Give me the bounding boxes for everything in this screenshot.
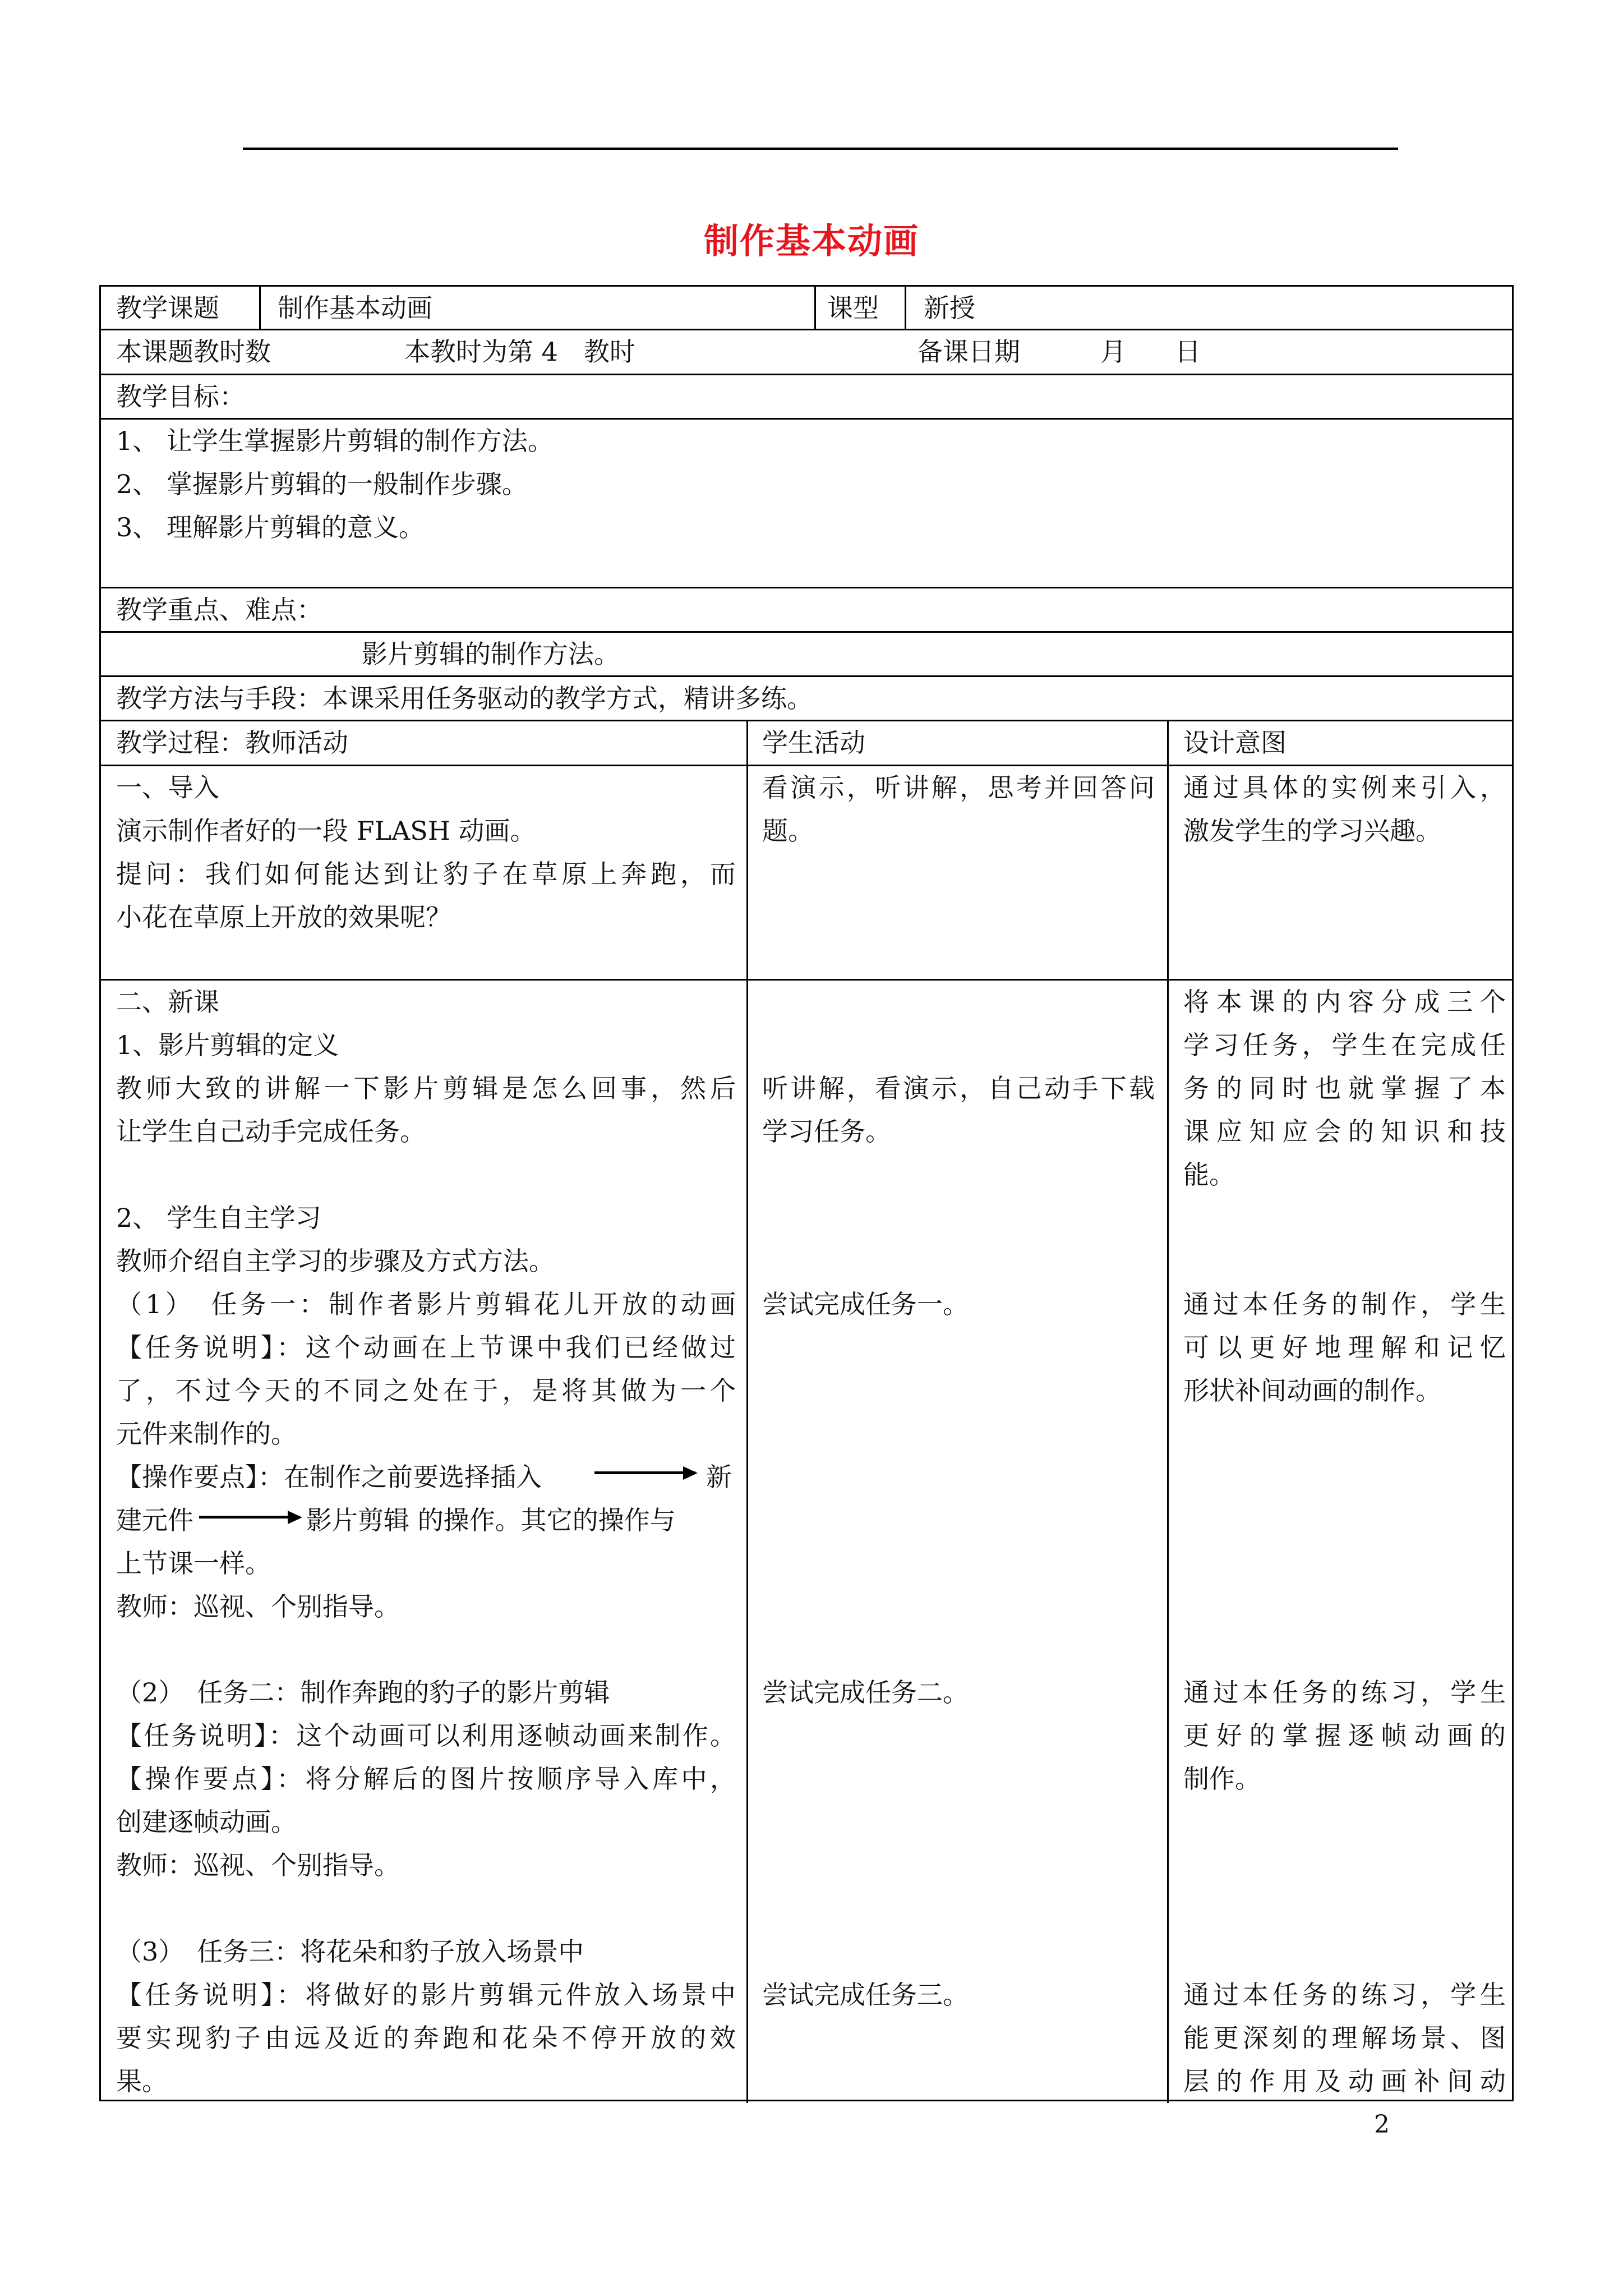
text-line: 务的同时也就掌握了本 [1183,1073,1506,1103]
task1-teacher-end [116,1542,400,1628]
text-line: 【操作要点】：将分解后的图片按顺序导入库中， [116,1764,736,1794]
task2-student-activity: 尝试完成任务二。 [762,1677,969,1708]
text-line: 演示制作者好的一段 FLASH 动画。 [116,816,536,846]
text-line: 学习任务。 [762,1116,891,1147]
objective-item: 2、 掌握影片剪辑的一般制作步骤。 [116,469,528,499]
operation-key-points-1: 【操作要点】：在制作之前要选择插入 [116,1462,542,1492]
task1-design-intent [1183,1283,1506,1412]
text-line: 激发学生的学习兴趣。 [1183,816,1441,846]
task2-design-intent [1183,1671,1506,1801]
text-line: 通过本任务的制作，学生 [1183,1289,1506,1319]
lesson-type-value: 新授 [924,293,975,323]
lesson-type-label: 课型 [827,293,879,323]
text-line: 听讲解，看演示，自己动手下载 [762,1073,1155,1103]
text-line: 了，不过今天的不同之处在于，是将其做为一个 [116,1375,736,1406]
subject-value: 制作基本动画 [278,293,432,323]
text-line: 元件来制作的。 [116,1419,297,1449]
text-line: 教师大致的讲解一下影片剪辑是怎么回事，然后 [116,1073,736,1103]
text-line: 【任务说明】：这个动画在上节课中我们已经做过 [116,1332,736,1363]
text-line: 小花在草原上开放的效果呢？ [116,902,451,932]
text-line: 通过本任务的练习，学生 [1183,1677,1506,1708]
new-lesson-teacher-intro [116,981,736,1153]
text-line: 【任务说明】：这个动画可以利用逐帧动画来制作。 [116,1720,736,1751]
intro-student-activity [762,766,1155,853]
objectives-list [116,420,554,549]
objectives-heading: 教学目标： [116,381,245,412]
task3-student-activity: 尝试完成任务三。 [762,1980,969,2010]
text-line: 能。 [1183,1159,1235,1190]
teacher-activity-header: 教学过程：教师活动 [116,728,348,758]
text-line: 教师：巡视、个别指导。 [116,1850,400,1880]
column-divider [746,720,748,2103]
operation-key-points-2-end: 影片剪辑 的操作。其它的操作与 [306,1505,676,1535]
operation-key-points-2: 建元件 [116,1505,193,1535]
text-line: 2、 学生自主学习 [116,1203,321,1233]
text-line: 层的作用及动画补间动 [1183,2066,1506,2096]
lesson-plan-table [99,285,1514,2101]
column-divider [814,287,816,329]
subject-label: 教学课题 [116,293,219,323]
task1-student-activity: 尝试完成任务一。 [762,1289,969,1319]
text-line: 创建逐帧动画。 [116,1807,297,1837]
intro-design-intent [1183,766,1506,853]
text-line: 教师介绍自主学习的步骤及方式方法。 [116,1246,555,1276]
month-label: 月 [1100,337,1126,367]
day-label: 日 [1175,337,1201,367]
teaching-methods: 教学方法与手段：本课采用任务驱动的教学方式，精讲多练。 [116,683,813,714]
text-line: 看演示，听讲解，思考并回答问 [762,772,1155,803]
text-line: 将本课的内容分成三个 [1183,987,1506,1017]
text-line: 果。 [116,2066,168,2096]
operation-key-points-1-end: 新 [706,1462,732,1492]
column-divider [259,287,261,329]
page-number: 2 [1374,2110,1390,2139]
text-line: 要实现豹子由远及近的奔跑和花朵不停开放的效 [116,2023,736,2053]
text-line: 提问：我们如何能达到让豹子在草原上奔跑，而 [116,859,736,889]
task3-design-intent [1183,1973,1506,2103]
column-divider [1167,720,1169,2103]
text-line: 题。 [762,816,814,846]
right-arrow-icon [199,1516,300,1519]
text-line: 二、新课 [116,987,219,1017]
new-lesson-student-activity [762,1067,1155,1153]
text-line: 通过本任务的练习，学生 [1183,1980,1506,2010]
column-divider [905,287,906,329]
text-line: 教师：巡视、个别指导。 [116,1591,400,1622]
key-points-content: 影片剪辑的制作方法。 [362,639,620,669]
text-line: 更好的掌握逐帧动画的 [1183,1720,1506,1751]
intro-teacher-activity [116,766,736,939]
header-rule [243,148,1398,150]
objective-item: 1、 让学生掌握影片剪辑的制作方法。 [116,426,554,456]
student-activity-header: 学生活动 [762,728,865,758]
row-divider [101,374,1512,375]
text-line: 课应知应会的知识和技 [1183,1116,1506,1147]
text-line: （2） 任务二：制作奔跑的豹子的影片剪辑 [116,1677,610,1708]
text-line: 能更深刻的理解场景、图 [1183,2023,1506,2053]
task1-teacher-activity [116,1197,736,1456]
text-line: 制作。 [1183,1764,1261,1794]
text-line: 形状补间动画的制作。 [1183,1375,1441,1406]
key-points-heading: 教学重点、难点： [116,595,322,625]
new-lesson-design-intent [1183,981,1506,1197]
objective-item: 3、 理解影片剪辑的意义。 [116,512,425,542]
hours-value: 本教时为第 4 教时 [404,337,635,367]
task2-teacher-activity [116,1671,736,1887]
text-line: 【任务说明】：将做好的影片剪辑元件放入场景中 [116,1980,736,2010]
design-intent-header: 设计意图 [1183,728,1287,758]
hours-label: 本课题教时数 [116,337,271,367]
text-line: 上节课一样。 [116,1548,271,1579]
text-line: （3） 任务三：将花朵和豹子放入场景中 [116,1936,584,1967]
text-line: 可以更好地理解和记忆 [1183,1332,1506,1363]
prep-date-label: 备课日期 [917,337,1020,367]
text-line: 1、影片剪辑的定义 [116,1030,339,1060]
text-line: 学习任务，学生在完成任 [1183,1030,1506,1060]
text-line: 让学生自己动手完成任务。 [116,1116,426,1147]
document-title: 制作基本动画 [703,220,919,261]
text-line: （1） 任务一：制作者影片剪辑花儿开放的动画 [116,1289,736,1319]
task3-teacher-activity [116,1930,736,2103]
text-line: 一、导入 [116,772,219,803]
right-arrow-icon [594,1471,695,1474]
text-line: 通过具体的实例来引入， [1183,772,1506,803]
